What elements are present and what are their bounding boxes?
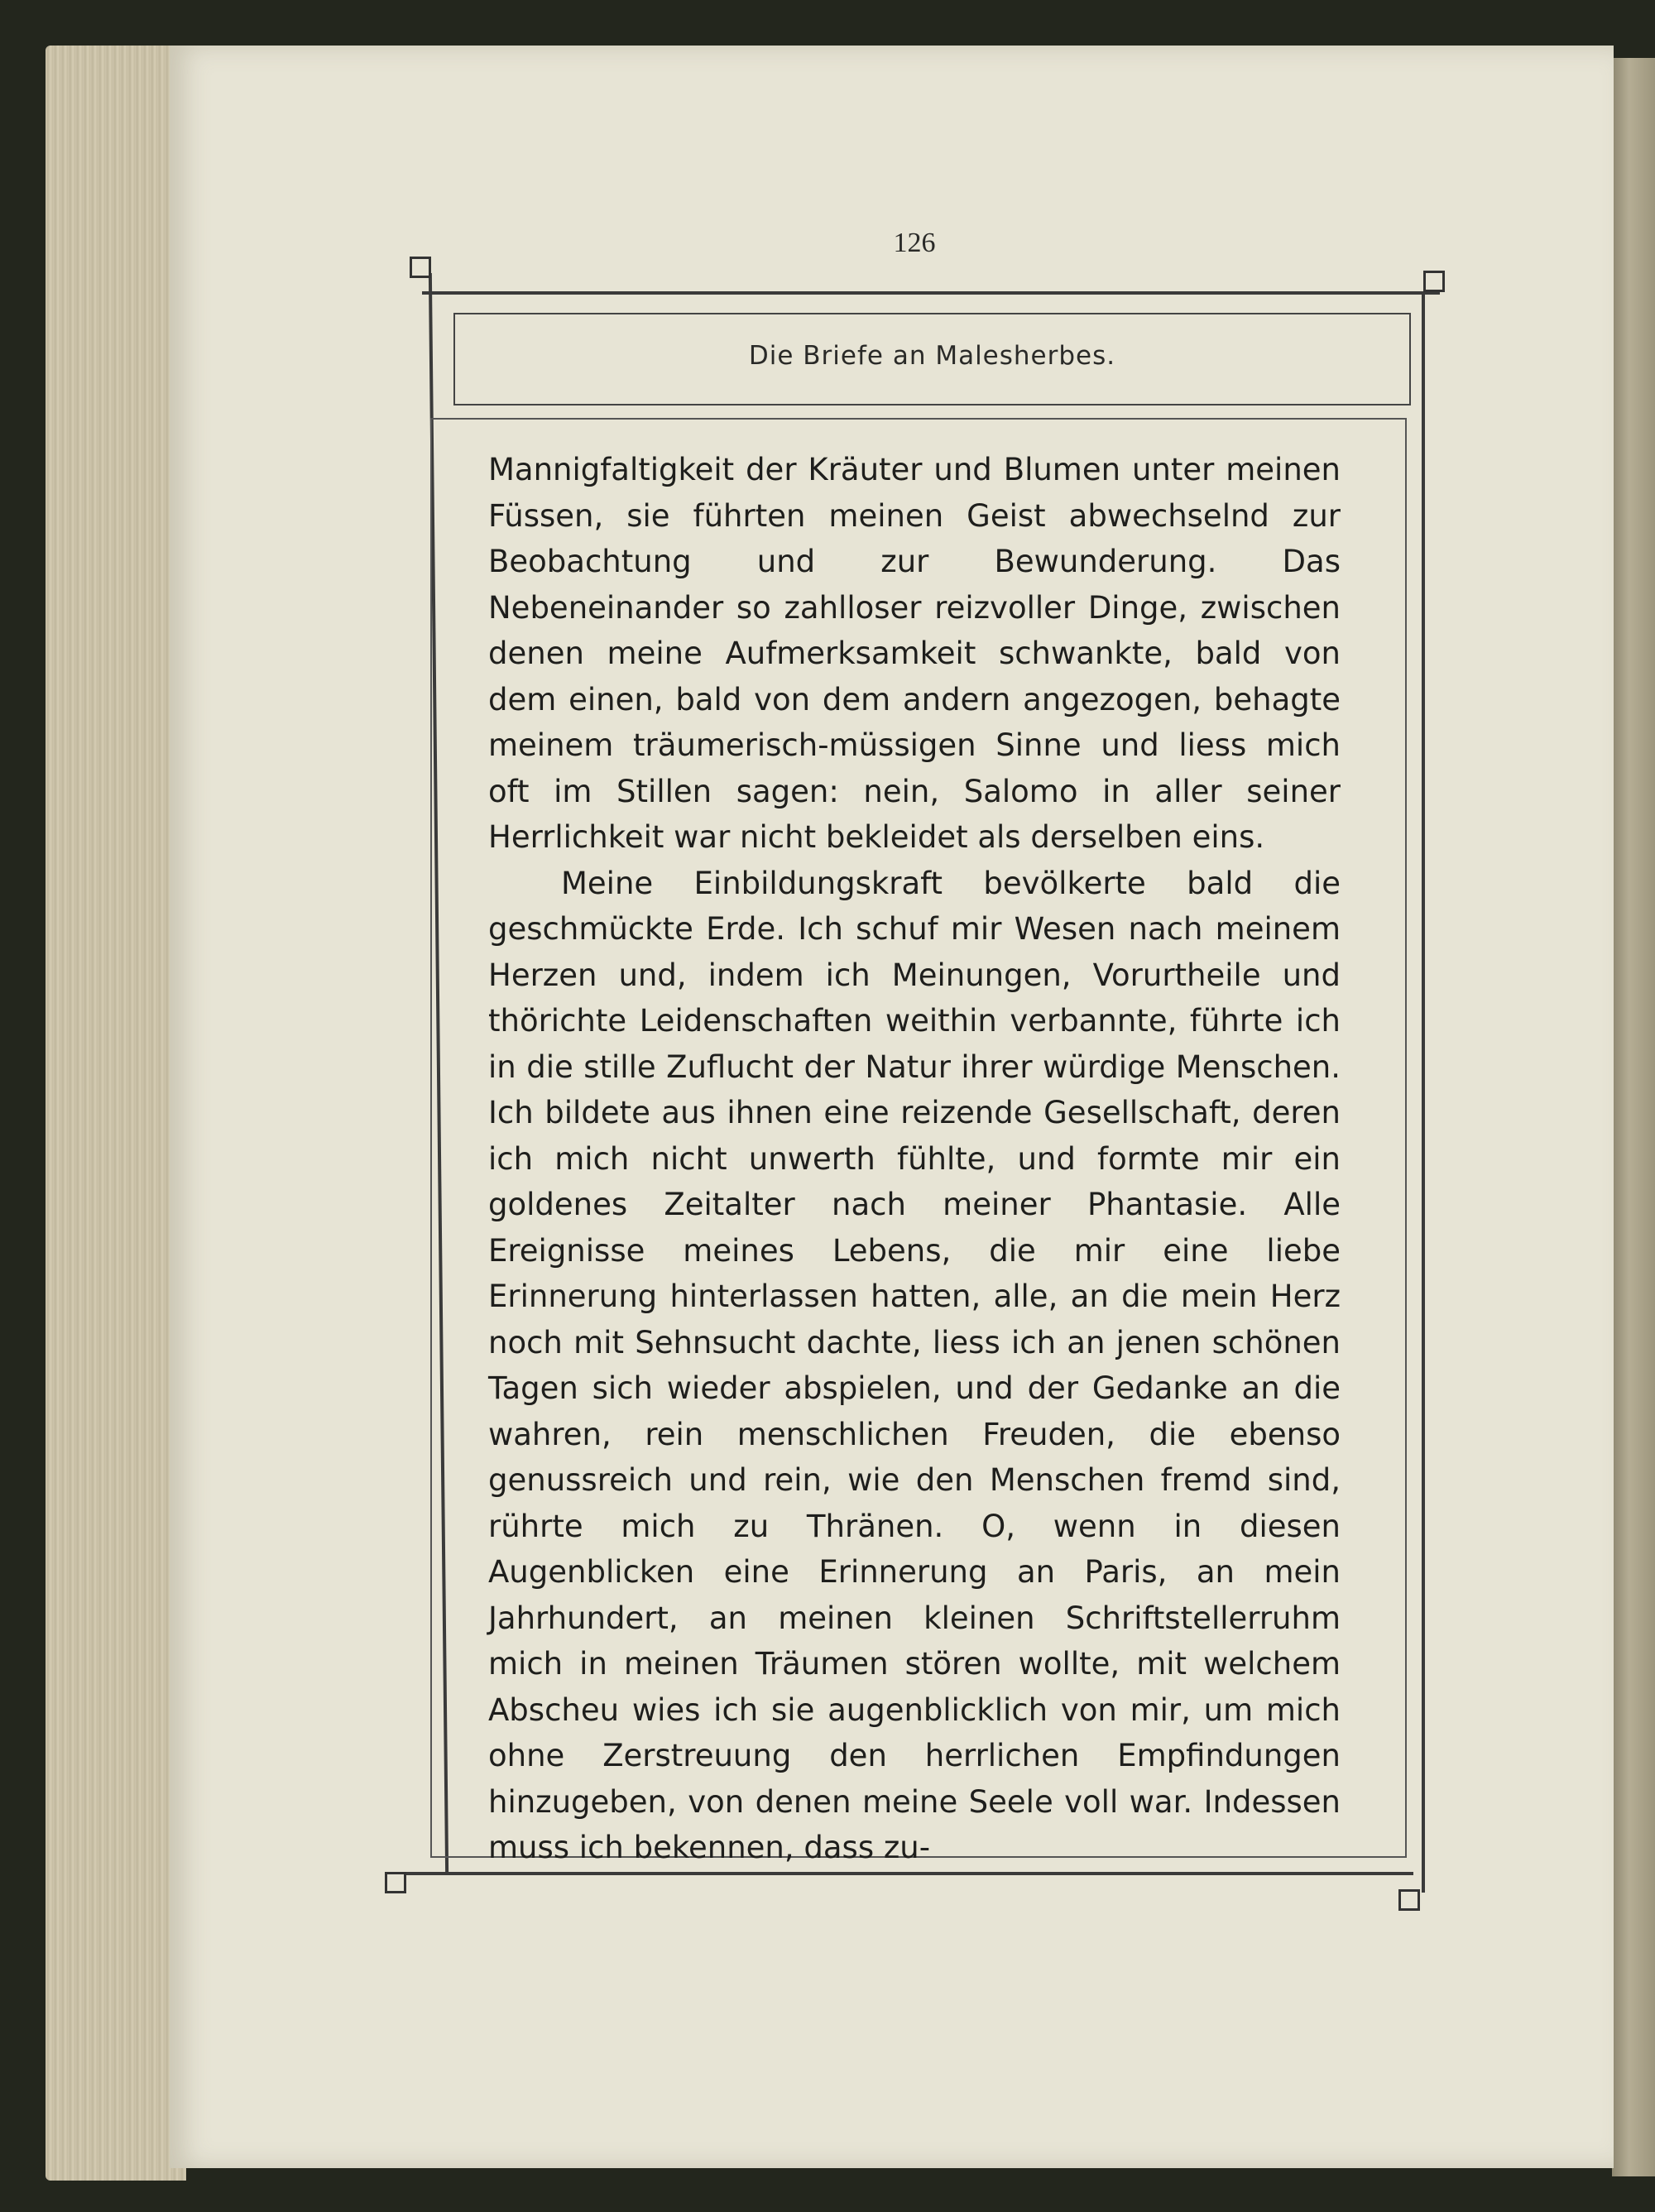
corner-square-top-left bbox=[410, 257, 431, 278]
frame-right-line bbox=[1422, 291, 1425, 1893]
facing-page-edge bbox=[1612, 58, 1655, 2176]
body-text bbox=[488, 447, 1341, 1871]
corner-square-bottom-right bbox=[1398, 1889, 1420, 1911]
frame-top-line bbox=[422, 291, 1440, 295]
page-stack-edge bbox=[46, 46, 186, 2181]
paragraph-2: Meine Einbildungskraft bevölkerte bald die geschmückte Erde. Ich schuf mir Wesen nach meinem Herzen und, indem ich Meinungen, Vorurtheile und thörichte Leidenschaften weithin verbannte, führte ich in die stille Zuflucht der Natur ihrer würdige Menschen. Ich bildete aus ihnen eine reizende Gesellschaft, deren ich mich nicht unwerth fühlte, und formte mir ein goldenes Zeitalter nach meiner Phantasie. Alle Ereignisse meines Lebens, die mir eine liebe Erinnerung hinterlassen hatten, alle, an die mein Herz noch mit Sehnsucht dachte, liess ich an jenen schönen Tagen sich wieder abspielen, und der Gedanke an die wahren, rein menschlichen Freuden, die ebenso genussreich und rein, wie den Menschen fremd sind, rührte mich zu Thränen. O, wenn in diesen Augenblicken eine Erinnerung an Paris, an mein Jahrhundert, an meinen kleinen Schriftstellerruhm mich in meinen Träumen stören wollte, mit welchem Abscheu wies ich sie augenblicklich von mir, um mich ohne Zerstreuung den herrlichen Empfindungen hinzugeben, von denen meine Seele voll war. Indessen muss ich bekennen, dass zu- bbox=[488, 865, 1341, 1865]
page-number: 126 bbox=[893, 228, 936, 258]
paragraph-1: Mannigfaltigkeit der Kräuter und Blumen unter meinen Füssen, sie führten meinen Geist abwechselnd zur Beobachtung und zur Bewunderung. Das Nebeneinander so zahlloser reizvoller Dinge, zwischen denen meine Aufmerksamkeit schwankte, bald von dem einen, bald von dem andern angezogen, behagte meinem träumerisch-müssigen Sinne und liess mich oft im Stillen sagen: nein, Salomo in aller seiner Herrlichkeit war nicht bekleidet als derselben eins. bbox=[488, 452, 1341, 855]
corner-square-top-right bbox=[1423, 271, 1445, 292]
running-head: Die Briefe an Malesherbes. bbox=[748, 341, 1116, 371]
corner-square-bottom-left bbox=[385, 1872, 406, 1893]
frame-bottom-line bbox=[396, 1872, 1413, 1875]
